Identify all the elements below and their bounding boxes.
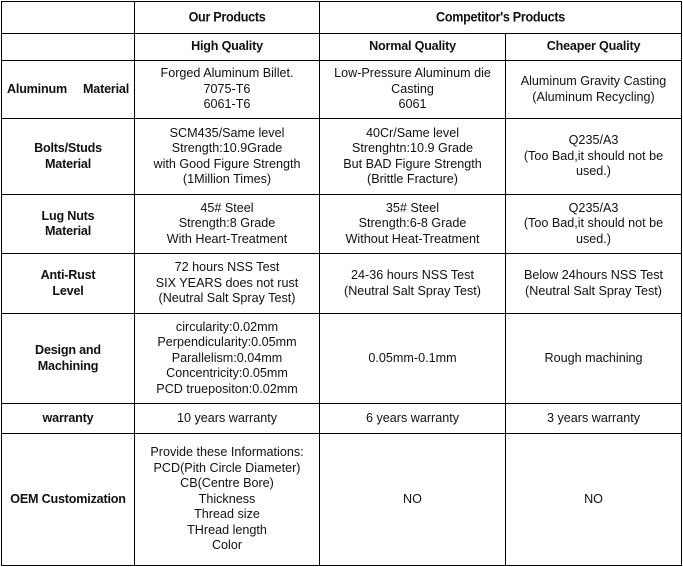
cell-line: Lug Nuts <box>41 208 95 223</box>
competitor-products-heading: Competitor's Products <box>320 0 682 35</box>
cell-line: Bolts/Studs <box>34 141 102 155</box>
cell-oem-ours <box>135 434 320 566</box>
cell-line: Thickness <box>198 491 256 506</box>
cell-line: 40Cr/Same level <box>365 125 460 140</box>
header-row <box>2 2 682 34</box>
cell-warranty-ours <box>135 404 320 434</box>
cell-line: Aluminum Gravity Casting <box>520 74 667 88</box>
cell-line: circularity:0.02mm <box>175 319 279 334</box>
cell-line: Rough machining <box>544 350 643 365</box>
cell-line: Strength:10.9Grade <box>171 141 283 155</box>
cell-line: Design and <box>35 343 101 357</box>
cell-line: Provide these Informations: <box>150 445 304 460</box>
cell-line: Material <box>45 156 91 171</box>
cell-line: Strength:8 Grade <box>178 216 276 231</box>
cell-line: (Brittle Fracture) <box>367 172 458 186</box>
cell-line: Material <box>45 224 91 238</box>
cell-line: THread length <box>187 522 267 537</box>
cell-oem-normal <box>320 434 506 566</box>
cell-line: Thread size <box>194 507 260 522</box>
cell-line: NO <box>403 491 422 506</box>
cell-bolts-normal <box>320 119 506 195</box>
row-antirust <box>2 254 682 314</box>
cell-bolts-cheaper <box>506 119 682 195</box>
normal-quality-heading: Normal Quality <box>320 34 506 61</box>
cell-line: (Too Bad,it should not be <box>523 216 664 231</box>
cell-line: 72 hours NSS Test <box>174 260 280 275</box>
row-label-oem <box>2 434 135 566</box>
cell-line: Concentricity:0.05mm <box>166 366 288 381</box>
cell-line: 35# Steel <box>385 200 440 215</box>
cell-line: 6061-T6 <box>203 97 251 112</box>
cell-line: 7075-T6 <box>203 81 251 96</box>
cell-line: (Too Bad,it should not be <box>523 148 664 163</box>
cell-line: PCD(Pith Circle Diameter) <box>153 460 301 475</box>
cell-line: Perpendicularity:0.05mm <box>157 335 297 350</box>
row-label-warranty <box>2 404 135 434</box>
cell-line: CB(Centre Bore) <box>180 476 274 491</box>
subheader-blank-cell <box>2 34 135 61</box>
row-label-aluminum <box>2 61 135 119</box>
cell-oem-cheaper <box>506 434 682 566</box>
label-word-material: Material <box>83 81 129 96</box>
cell-line: Forged Aluminum Billet. <box>160 66 294 81</box>
cell-line: OEM Customization <box>10 491 126 506</box>
cell-line: 6061 <box>398 97 427 112</box>
cell-line: NO <box>584 491 603 506</box>
cell-line: Low-Pressure Aluminum die <box>334 66 491 81</box>
cell-design-ours <box>135 314 320 404</box>
row-label-bolts <box>2 119 135 195</box>
row-lugnuts <box>2 195 682 254</box>
cell-antirust-ours <box>135 254 320 314</box>
cell-line: warranty <box>42 410 94 425</box>
cell-line: (Neutral Salt Spray Test) <box>158 291 296 306</box>
cell-antirust-cheaper <box>506 254 682 314</box>
cell-antirust-normal <box>320 254 506 314</box>
cell-lugnuts-cheaper <box>506 195 682 254</box>
cell-line: 0.05mm-0.1mm <box>368 350 457 365</box>
cell-aluminum-cheaper <box>506 61 682 119</box>
cell-lugnuts-normal <box>320 195 506 254</box>
cell-line: Level <box>52 283 84 298</box>
cell-line: Strength:6-8 Grade <box>358 216 467 231</box>
cell-line: Color <box>211 538 243 553</box>
cell-line: Below 24hours NSS Test <box>523 268 664 282</box>
cell-line: (Aluminum Recycling) <box>532 89 655 104</box>
row-warranty <box>2 404 682 434</box>
row-oem <box>2 434 682 566</box>
cell-line: (1Million Times) <box>182 172 272 186</box>
cell-line: used.) <box>576 231 612 246</box>
cell-line: SCM435/Same level <box>169 125 285 140</box>
row-label-design <box>2 314 135 404</box>
subheader-row <box>2 34 682 61</box>
cell-line: Strenghtn:10.9 Grade <box>351 141 474 155</box>
cell-line: SIX YEARS does not rust <box>155 275 299 290</box>
cell-line: 3 years warranty <box>546 410 641 425</box>
comparison-table <box>1 1 682 566</box>
cell-line: Without Heat-Treatment <box>345 231 480 246</box>
cell-line: 24-36 hours NSS Test <box>351 268 474 282</box>
row-label-antirust <box>2 254 135 314</box>
cheaper-quality-heading: Cheaper Quality <box>506 34 682 61</box>
label-word-aluminum: Aluminum <box>7 81 67 96</box>
cell-line: PCD truepositon:0.02mm <box>156 381 298 396</box>
cell-design-normal <box>320 314 506 404</box>
cell-warranty-cheaper <box>506 404 682 434</box>
cell-line: Anti-Rust <box>40 268 96 282</box>
cell-design-cheaper <box>506 314 682 404</box>
cell-bolts-ours <box>135 119 320 195</box>
cell-line: 6 years warranty <box>365 410 460 425</box>
cell-line: (Neutral Salt Spray Test) <box>344 283 481 298</box>
row-label-lugnuts <box>2 195 135 254</box>
cell-line: 10 years warranty <box>176 410 278 425</box>
cell-line: Machining <box>37 358 99 373</box>
our-products-heading: Our Products <box>135 0 320 35</box>
cell-line: Casting <box>391 81 434 96</box>
row-design <box>2 314 682 404</box>
cell-line: Q235/A3 <box>568 200 619 215</box>
row-bolts <box>2 119 682 195</box>
cell-line: used.) <box>576 164 612 179</box>
cell-line: Q235/A3 <box>568 133 619 148</box>
row-aluminum <box>2 61 682 119</box>
cell-line: 45# Steel <box>200 200 254 215</box>
cell-line: With Heart-Treatment <box>166 231 288 246</box>
cell-line: But BAD Figure Strength <box>343 156 482 171</box>
cell-lugnuts-ours <box>135 195 320 254</box>
corner-blank-cell <box>2 2 135 34</box>
cell-aluminum-normal <box>320 61 506 119</box>
high-quality-heading: High Quality <box>135 34 320 61</box>
cell-line: with Good Figure Strength <box>153 156 301 171</box>
cell-line: (Neutral Salt Spray Test) <box>525 283 662 298</box>
cell-aluminum-ours <box>135 61 320 119</box>
cell-warranty-normal <box>320 404 506 434</box>
cell-line: Parallelism:0.04mm <box>171 350 283 365</box>
